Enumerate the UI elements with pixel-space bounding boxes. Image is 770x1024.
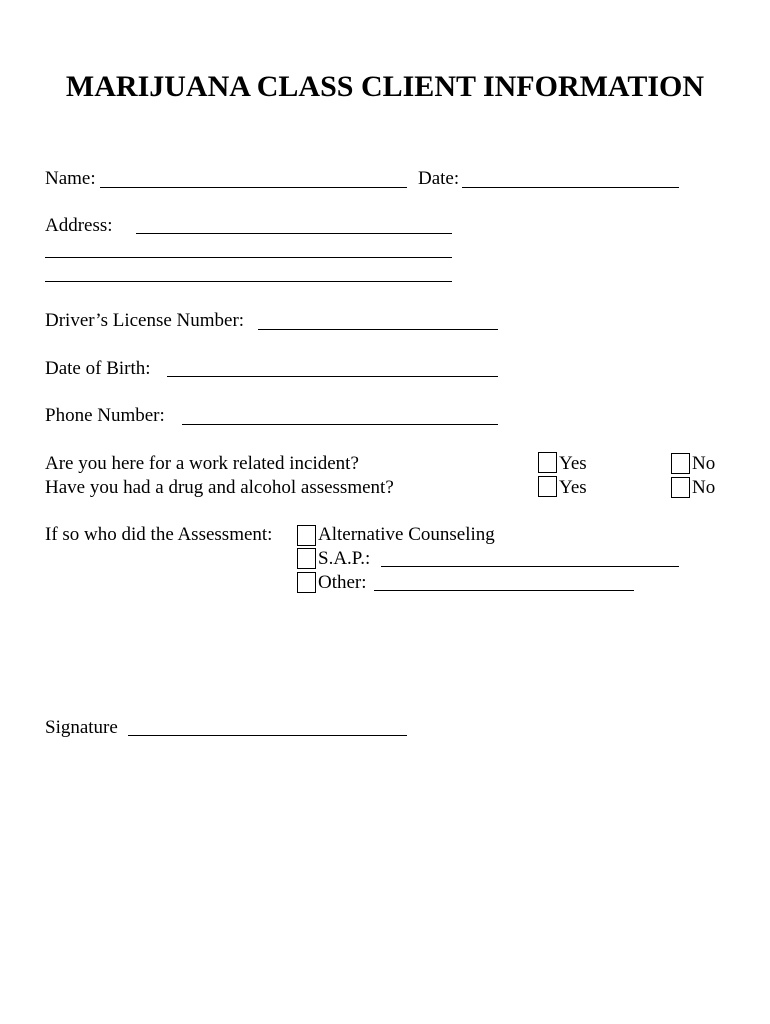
assessment-yes-label: Yes — [559, 477, 587, 498]
work-incident-yes-label: Yes — [559, 453, 587, 474]
assessment-provider-label: If so who did the Assessment: — [45, 524, 273, 545]
work-incident-no-checkbox[interactable] — [671, 453, 690, 474]
other-checkbox[interactable] — [297, 572, 316, 593]
sap-input[interactable] — [381, 566, 679, 567]
signature-label: Signature — [45, 717, 118, 738]
date-of-birth-input[interactable] — [167, 376, 498, 377]
alternative-counseling-label: Alternative Counseling — [318, 524, 495, 545]
alternative-counseling-checkbox[interactable] — [297, 525, 316, 546]
address-input-line-2[interactable] — [45, 257, 452, 258]
phone-input[interactable] — [182, 424, 498, 425]
work-incident-yes-checkbox[interactable] — [538, 452, 557, 473]
drivers-license-label: Driver’s License Number: — [45, 310, 245, 331]
form-title: MARIJUANA CLASS CLIENT INFORMATION — [65, 70, 705, 103]
date-input[interactable] — [462, 187, 679, 188]
name-input[interactable] — [100, 187, 407, 188]
phone-label: Phone Number: — [45, 405, 165, 426]
date-of-birth-label: Date of Birth: — [45, 358, 151, 379]
address-input-line-1[interactable] — [136, 233, 452, 234]
address-label: Address: — [45, 215, 113, 236]
assessment-no-label: No — [692, 477, 716, 498]
other-input[interactable] — [374, 590, 634, 591]
drivers-license-input[interactable] — [258, 329, 498, 330]
sap-checkbox[interactable] — [297, 548, 316, 569]
assessment-no-checkbox[interactable] — [671, 477, 690, 498]
address-input-line-3[interactable] — [45, 281, 452, 282]
date-label: Date: — [418, 168, 460, 189]
name-label: Name: — [45, 168, 96, 189]
sap-label: S.A.P.: — [318, 548, 371, 569]
signature-input[interactable] — [128, 735, 407, 736]
question-assessment: Have you had a drug and alcohol assessment? — [45, 477, 394, 498]
question-work-incident: Are you here for a work related incident? — [45, 453, 359, 474]
work-incident-no-label: No — [692, 453, 716, 474]
assessment-yes-checkbox[interactable] — [538, 476, 557, 497]
other-label: Other: — [318, 572, 367, 593]
